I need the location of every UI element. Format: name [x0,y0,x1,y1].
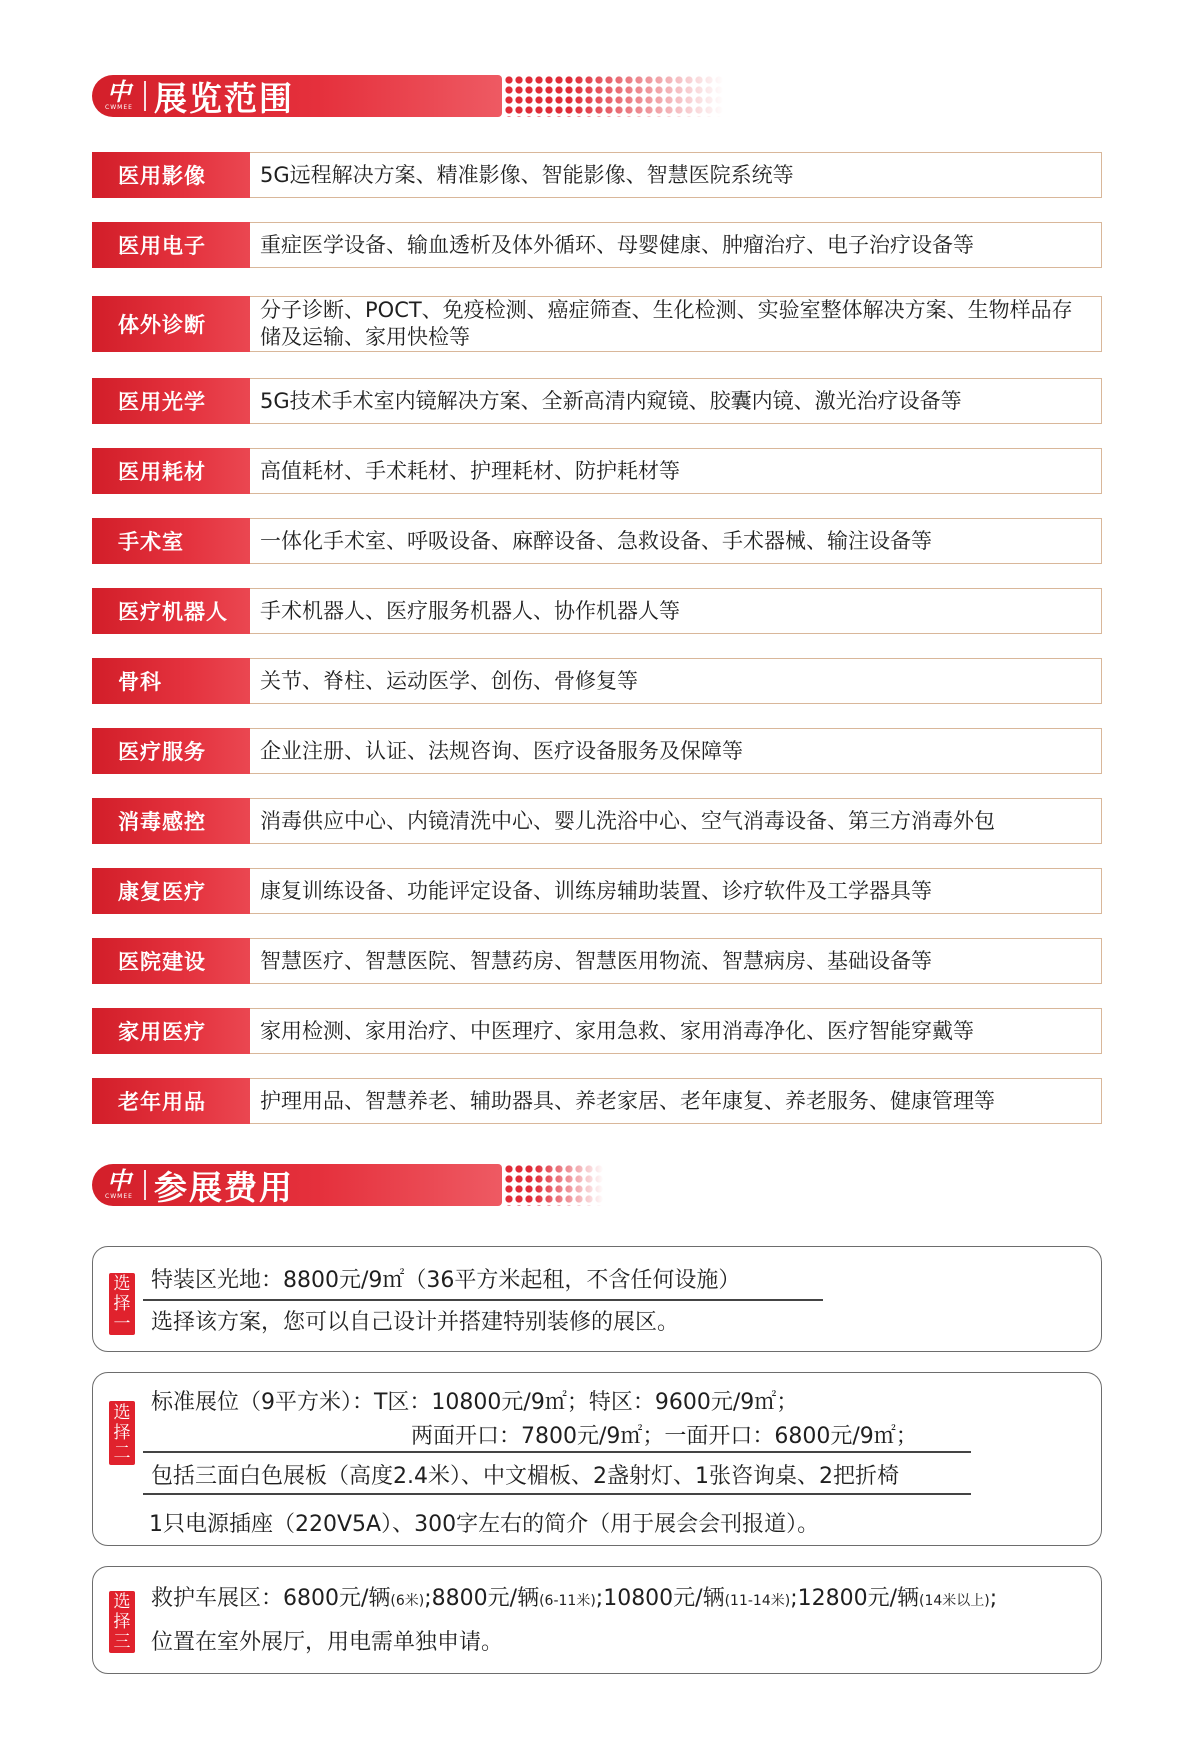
option-2-price-line-2: 两面开口：7800元/9㎡；一面开口：6800元/9㎡； [411,1424,918,1449]
punctuation: ; [989,1586,998,1611]
halftone-dots-decoration [504,75,724,117]
scope-category: 医院建设 [92,938,250,984]
scope-category: 骨科 [92,658,250,704]
scope-row [92,588,1102,634]
scope-category: 康复医疗 [92,868,250,914]
scope-category: 消毒感控 [92,798,250,844]
section-title: 参展费用 [154,1167,294,1207]
tag-char: 选 [113,1403,131,1423]
scope-row [92,222,1102,268]
option-3-note: 位置在室外展厅，用电需单独申请。 [151,1630,504,1655]
size-note: (6米) [390,1593,425,1609]
divider-line [143,1451,971,1453]
logo-text: CWMEE [105,1193,133,1200]
scope-items: 护理用品、智慧养老、辅助器具、养老家居、老年康复、养老服务、健康管理等 [250,1078,1102,1124]
scope-row [92,448,1102,494]
fee-option-3 [92,1566,1102,1674]
scope-row [92,378,1102,424]
divider-line [143,1299,823,1301]
scope-row [92,296,1102,352]
divider-line [143,1493,971,1495]
scope-items: 智慧医疗、智慧医院、智慧药房、智慧医用物流、智慧病房、基础设备等 [250,938,1102,984]
size-note: (14米以上) [919,1593,990,1609]
scope-category: 医用耗材 [92,448,250,494]
price-ambulance-14m-plus: ;12800元/辆 [790,1586,920,1611]
option-1-price: 特装区光地：8800元/9㎡（36平方米起租，不含任何设施） [151,1268,741,1293]
price-ambulance-11-14m: ;10800元/辆 [595,1586,725,1611]
scope-category: 医用影像 [92,152,250,198]
option-2-includes: 包括三面白色展板（高度2.4米）、中文楣板、2盏射灯、1张咨询桌、2把折椅 [151,1464,899,1489]
banner-bar [92,75,502,117]
tag-char: 一 [113,1314,131,1334]
scope-items: 关节、脊柱、运动医学、创伤、骨修复等 [250,658,1102,704]
price-ambulance-6m: 救护车展区：6800元/辆 [151,1586,391,1611]
scope-row [92,938,1102,984]
scope-row [92,1078,1102,1124]
option-3-price [151,1581,997,1612]
logo-mark: 中 [107,77,131,106]
scope-row [92,798,1102,844]
scope-row [92,728,1102,774]
scope-category: 体外诊断 [92,296,250,352]
section-header-scope [92,75,724,117]
scope-category: 医用光学 [92,378,250,424]
logo-mark: 中 [107,1166,131,1195]
scope-row [92,518,1102,564]
size-note: (6-11米) [539,1593,596,1609]
scope-row [92,658,1102,704]
banner-divider [144,81,146,111]
scope-category: 医疗服务 [92,728,250,774]
tag-char: 择 [113,1612,131,1632]
scope-items: 康复训练设备、功能评定设备、训练房辅助装置、诊疗软件及工学器具等 [250,868,1102,914]
size-note: (11-14米) [724,1593,791,1609]
scope-category: 医用电子 [92,222,250,268]
option-2-price-line-1: 标准展位（9平方米）：T区：10800元/9㎡；特区：9600元/9㎡； [151,1390,799,1415]
scope-category: 家用医疗 [92,1008,250,1054]
scope-category: 老年用品 [92,1078,250,1124]
scope-items: 企业注册、认证、法规咨询、医疗设备服务及保障等 [250,728,1102,774]
scope-category: 手术室 [92,518,250,564]
banner-divider [144,1170,146,1200]
tag-char: 选 [113,1592,131,1612]
option-tag [109,1273,135,1335]
tag-char: 择 [113,1423,131,1443]
scope-category: 医疗机器人 [92,588,250,634]
scope-items: 重症医学设备、输血透析及体外循环、母婴健康、肿瘤治疗、电子治疗设备等 [250,222,1102,268]
scope-items: 高值耗材、手术耗材、护理耗材、防护耗材等 [250,448,1102,494]
scope-items: 消毒供应中心、内镜清洗中心、婴儿洗浴中心、空气消毒设备、第三方消毒外包 [250,798,1102,844]
price-ambulance-6-11m: ;8800元/辆 [424,1586,540,1611]
fee-option-1 [92,1246,1102,1352]
scope-items: 手术机器人、医疗服务机器人、协作机器人等 [250,588,1102,634]
scope-row [92,868,1102,914]
option-tag [109,1591,135,1653]
tag-char: 二 [113,1443,131,1463]
halftone-dots-decoration [504,1164,604,1206]
scope-items: 家用检测、家用治疗、中医理疗、家用急救、家用消毒净化、医疗智能穿戴等 [250,1008,1102,1054]
scope-items: 分子诊断、POCT、免疫检测、癌症筛查、生化检测、实验室整体解决方案、生物样品存储及运输、家用快检等 [250,296,1102,352]
section-header-fees [92,1164,604,1206]
fee-option-2 [92,1372,1102,1546]
scope-items: 一体化手术室、呼吸设备、麻醉设备、急救设备、手术器械、输注设备等 [250,518,1102,564]
scope-items: 5G远程解决方案、精准影像、智能影像、智慧医院系统等 [250,152,1102,198]
tag-char: 择 [113,1294,131,1314]
scope-row [92,152,1102,198]
tag-char: 三 [113,1632,131,1652]
option-2-includes-cont: 1只电源插座（220V5A）、300字左右的简介（用于展会会刊报道）。 [149,1512,820,1537]
section-title: 展览范围 [154,78,294,118]
banner-bar [92,1164,502,1206]
cwmee-logo-icon [98,75,140,117]
option-tag [109,1401,135,1465]
cwmee-logo-icon [98,1164,140,1206]
scope-row [92,1008,1102,1054]
option-1-note: 选择该方案，您可以自己设计并搭建特别装修的展区。 [151,1310,680,1335]
logo-text: CWMEE [105,104,133,111]
tag-char: 选 [113,1274,131,1294]
scope-items: 5G技术手术室内镜解决方案、全新高清内窥镜、胶囊内镜、激光治疗设备等 [250,378,1102,424]
